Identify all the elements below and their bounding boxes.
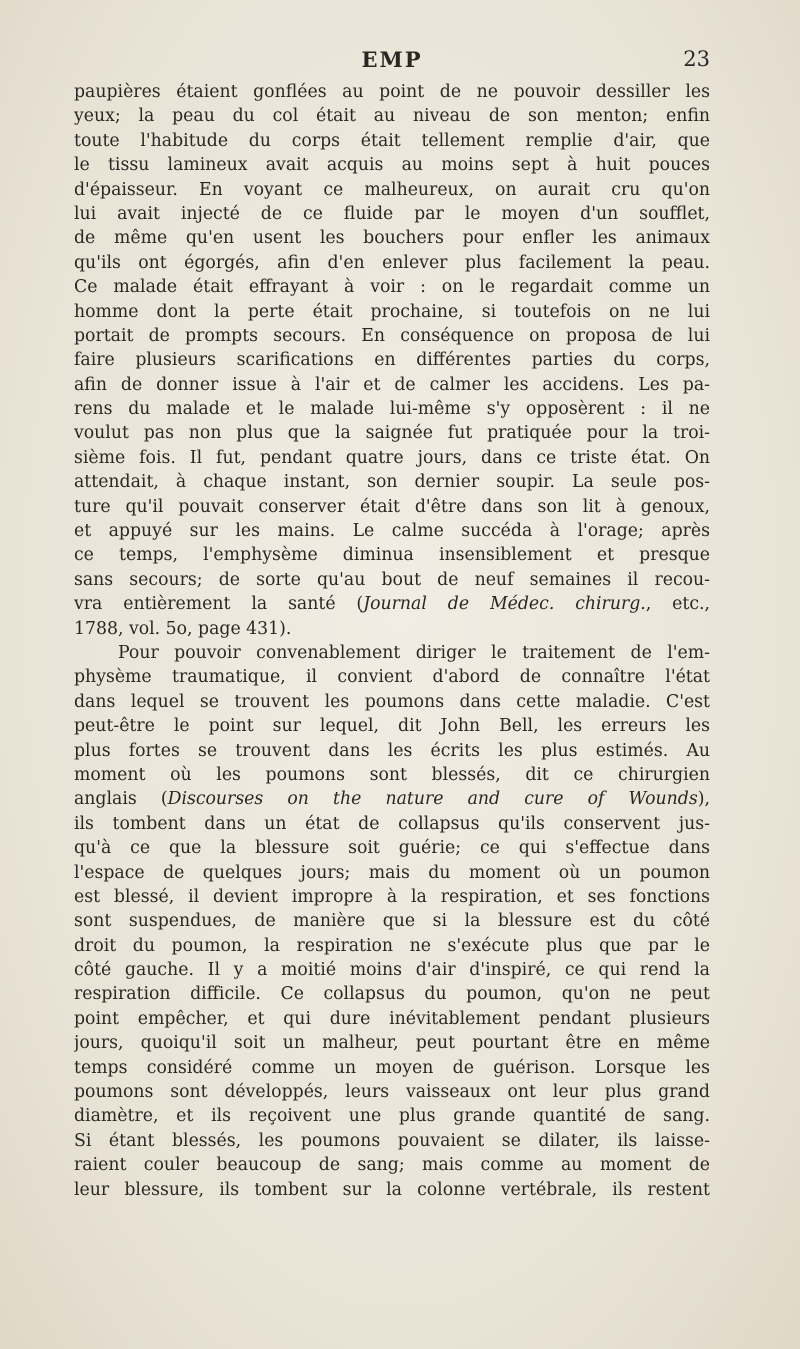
text-line: l'espace de quelques jours; mais du moment où un poumon <box>74 862 710 883</box>
text-line: de même qu'en usent les bouchers pour enfler les animaux <box>74 228 710 249</box>
text-line: 1788, vol. 5o, page 431). <box>74 618 292 639</box>
page-header <box>74 47 710 77</box>
text-line: sans secours; de sorte qu'au bout de neuf semaines il recou- <box>74 569 710 590</box>
text-line: voulut pas non plus que la saignée fut pratiquée pour la troi- <box>74 423 710 444</box>
text-line: faire plusieurs scarifications en différentes parties du corps, <box>74 350 710 371</box>
text-line <box>74 787 710 811</box>
text-line: Pour pouvoir convenablement diriger le traitement de l'em- <box>118 642 710 663</box>
text-line: temps considéré comme un moyen de guérison. Lorsque les <box>74 1057 710 1078</box>
text-line: Si étant blessés, les poumons pouvaient se dilater, ils laisse- <box>74 1130 710 1151</box>
text-segment: , etc., <box>645 594 710 615</box>
text-line: moment où les poumons sont blessés, dit ce chirurgien <box>74 764 710 785</box>
text-line: ils tombent dans un état de collapsus qu'ils conservent jus- <box>74 813 710 834</box>
text-line: afin de donner issue à l'air et de calmer les accidens. Les pa- <box>74 374 710 395</box>
text-line: diamètre, et ils reçoivent une plus grande quantité de sang. <box>74 1106 710 1127</box>
text-line: est blessé, il devient impropre à la respiration, et ses fonctions <box>74 886 710 907</box>
text-line: homme dont la perte était prochaine, si toutefois on ne lui <box>74 301 710 322</box>
running-head: EMP <box>361 47 423 72</box>
text-line: respiration difficile. Ce collapsus du poumon, qu'on ne peut <box>74 984 710 1005</box>
text-line: côté gauche. Il y a moitié moins d'air d'inspiré, ce qui rend la <box>74 960 710 981</box>
text-line <box>74 592 710 616</box>
italic-citation: Journal de Médec. chirurg. <box>363 594 646 615</box>
text-line: peut-être le point sur lequel, dit John Bell, les erreurs les <box>74 716 710 737</box>
text-line: dans lequel se trouvent les poumons dans cette maladie. C'est <box>74 691 710 712</box>
text-line: leur blessure, ils tombent sur la colonne vertébrale, ils restent <box>74 1179 710 1200</box>
page-number: 23 <box>683 47 710 71</box>
text-line: qu'ils ont égorgés, afin d'en enlever plus facilement la peau. <box>74 252 710 273</box>
text-line: yeux; la peau du col était au niveau de son menton; enfin <box>74 106 710 127</box>
text-line: raient couler beaucoup de sang; mais comme au moment de <box>74 1155 710 1176</box>
text-line: d'épaisseur. En voyant ce malheureux, on aurait cru qu'on <box>74 179 710 200</box>
text-line: sont suspendues, de manière que si la blessure est du côté <box>74 911 710 932</box>
text-line: toute l'habitude du corps était tellement remplie d'air, que <box>74 130 710 151</box>
text-line: et appuyé sur les mains. Le calme succéda à l'orage; après <box>74 521 710 542</box>
text-line: droit du poumon, la respiration ne s'exécute plus que par le <box>74 935 710 956</box>
text-line: physème traumatique, il convient d'abord de connaître l'état <box>74 667 710 688</box>
text-line: ture qu'il pouvait conserver était d'être dans son lit à genoux, <box>74 496 710 517</box>
text-line: sième fois. Il fut, pendant quatre jours, dans ce triste état. On <box>74 447 710 468</box>
italic-citation: Discourses on the nature and cure of Wounds <box>167 789 698 810</box>
text-line: ce temps, l'emphysème diminua insensiblement et presque <box>74 545 710 566</box>
text-line: poumons sont développés, leurs vaisseaux ont leur plus grand <box>74 1082 710 1103</box>
text-line: portait de prompts secours. En conséquence on proposa de lui <box>74 325 710 346</box>
text-line: jours, quoiqu'il soit un malheur, peut pourtant être en même <box>74 1033 710 1054</box>
text-line: rens du malade et le malade lui-même s'y opposèrent : il ne <box>74 399 710 420</box>
text-line: paupières étaient gonflées au point de ne pouvoir dessiller les <box>74 82 710 102</box>
text-line: qu'à ce que la blessure soit guérie; ce qui s'effectue dans <box>74 838 710 859</box>
text-line: Ce malade était effrayant à voir : on le regardait comme un <box>74 277 710 298</box>
text-line: plus fortes se trouvent dans les écrits les plus estimés. Au <box>74 740 710 761</box>
body-text <box>74 80 710 1202</box>
text-line: lui avait injecté de ce fluide par le moyen d'un soufflet, <box>74 203 710 224</box>
text-segment: vra entièrement la santé ( <box>74 594 364 615</box>
text-segment: ), <box>697 789 710 810</box>
text-line: attendait, à chaque instant, son dernier soupir. La seule pos- <box>74 472 710 493</box>
text-line: point empêcher, et qui dure inévitablement pendant plusieurs <box>74 1008 710 1029</box>
text-line: le tissu lamineux avait acquis au moins sept à huit pouces <box>74 155 710 176</box>
text-segment: anglais ( <box>74 789 168 810</box>
